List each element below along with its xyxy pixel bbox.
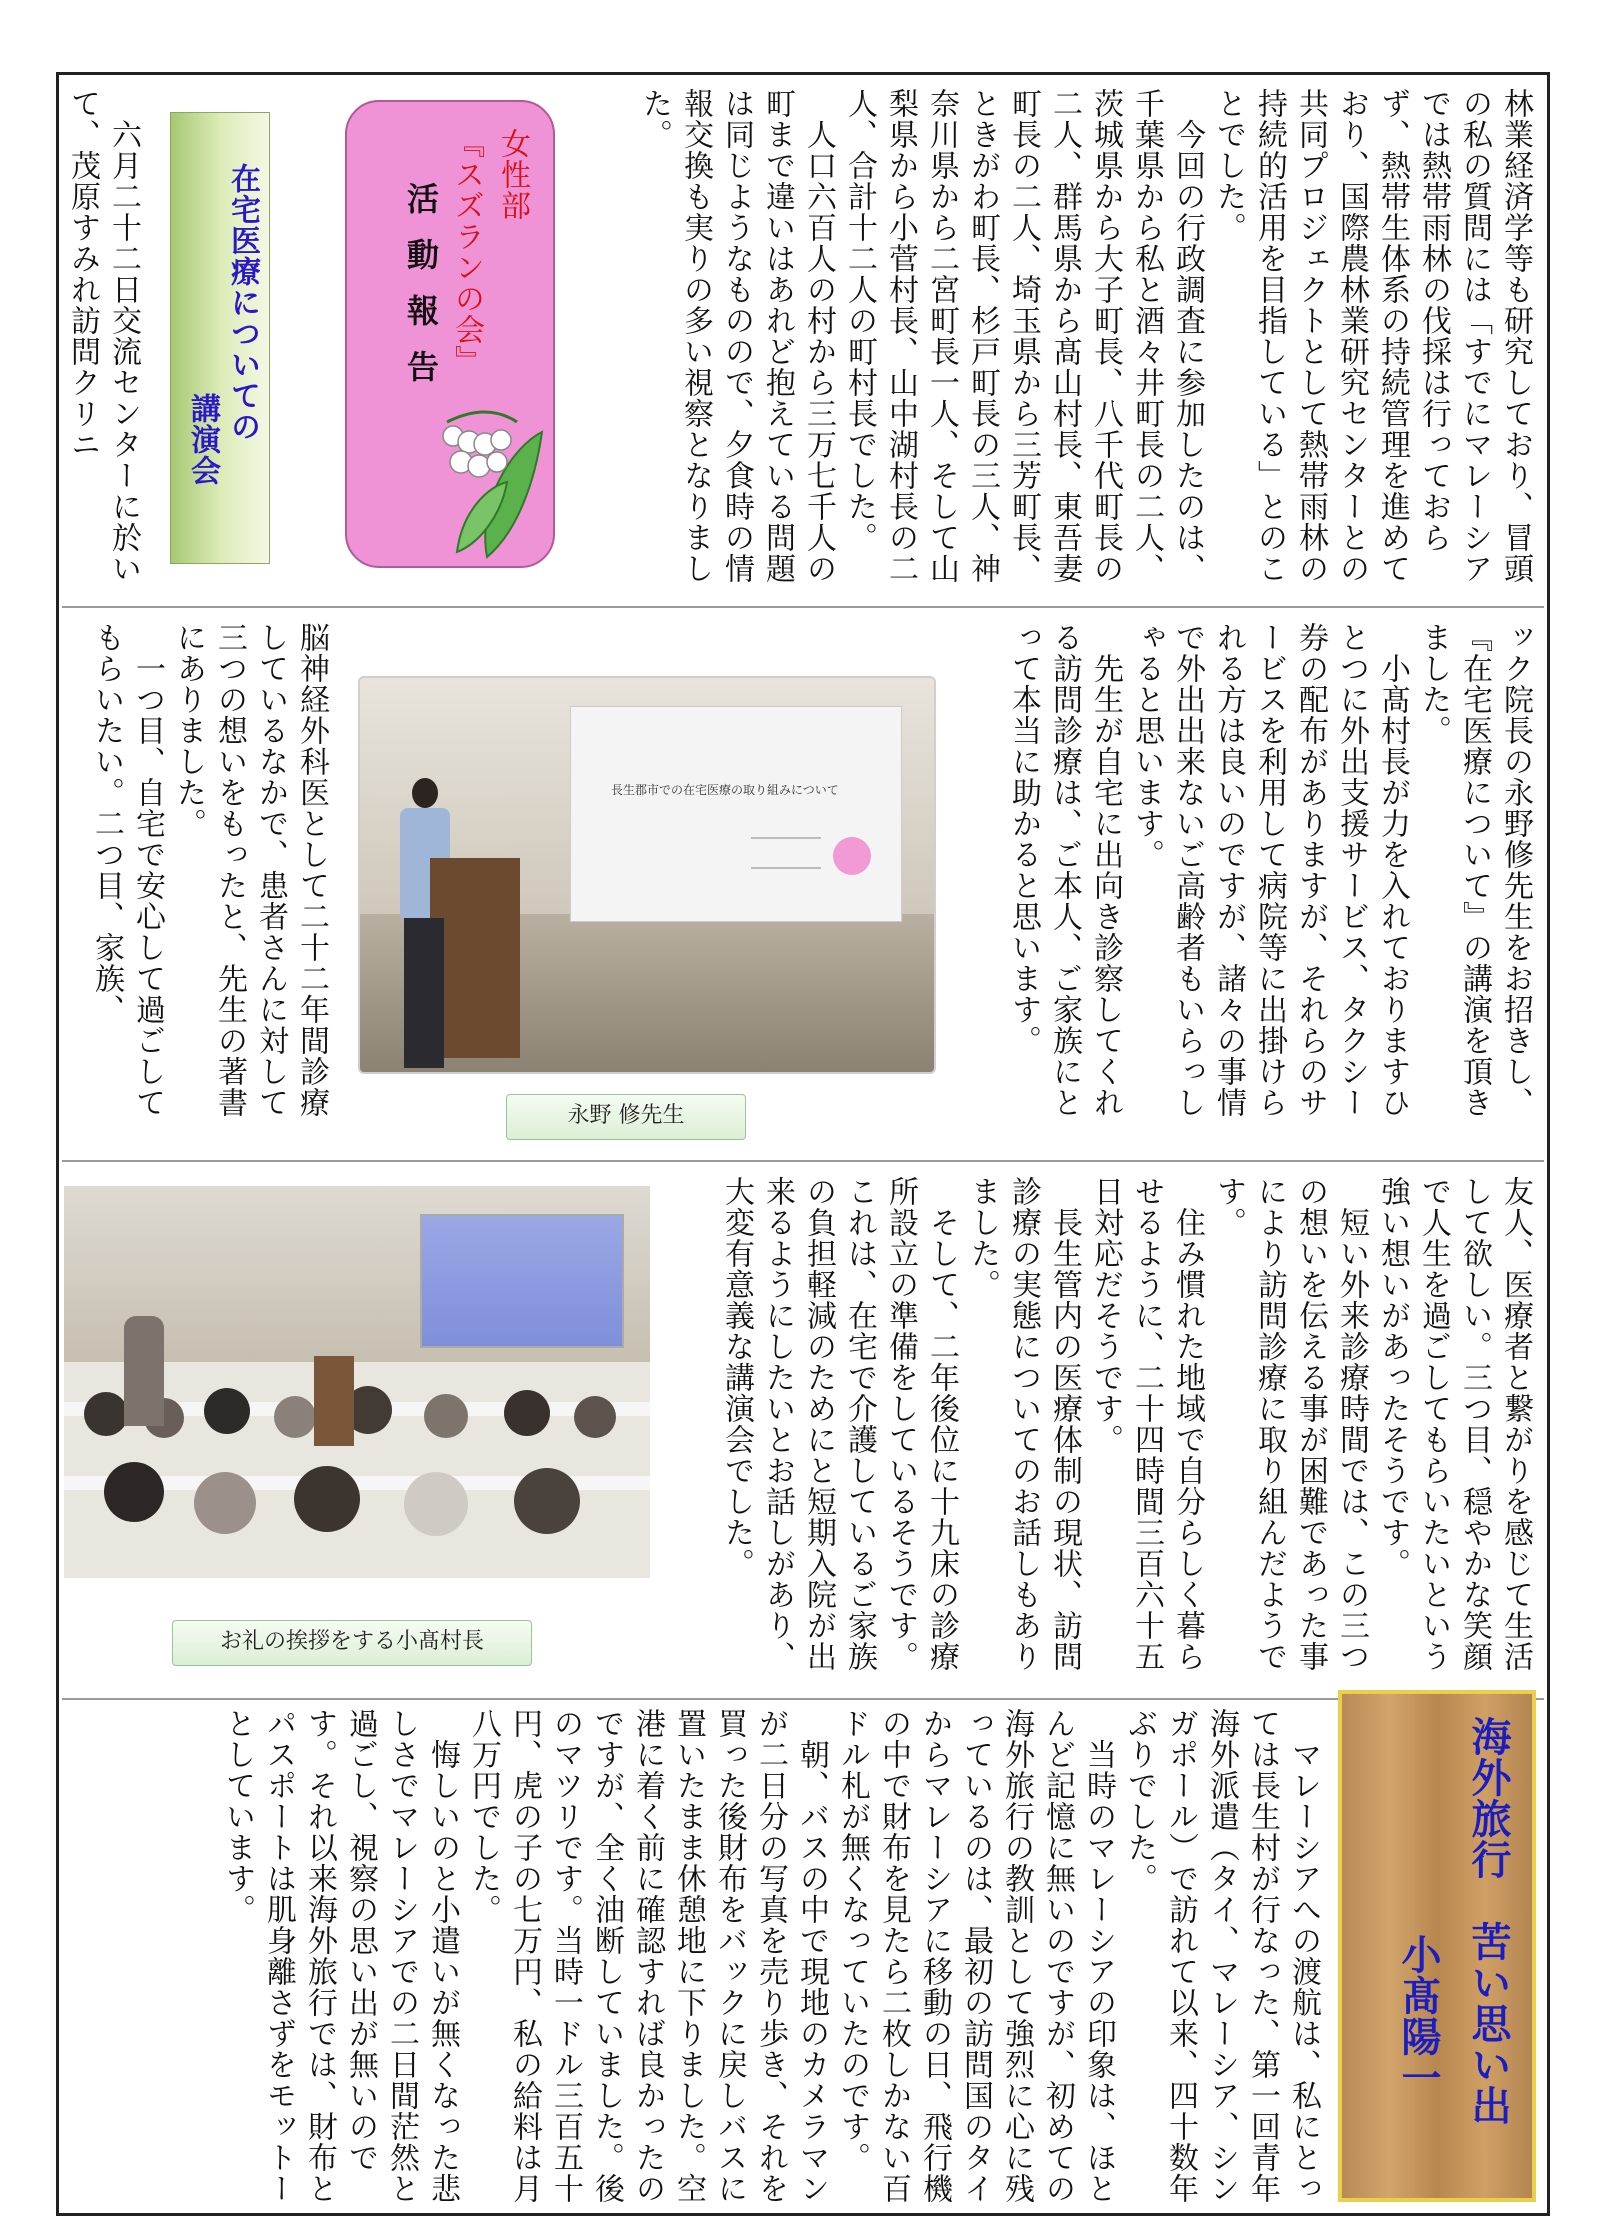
top-article-column: 林業経済学等も研究しており、冒頭の私の質問には「すでにマレーシアでは熱帯雨林の伐採は行っておらず、熱帯生体系の持続管理を進めており、国際農林業研究センターとの共同プロジェクトとして熱帯雨林の持続的活用を目指している」とのことでした。 今回の行政調査に参加したのは、千葉県から私と酒々井町長の二人、茨城県から大子町長、八千代町長の二人、群馬県から髙山村長、東吾妻町長の二人、埼玉県から三芳町長、ときがわ町長、杉戸町長の三人、神奈川県から二宮町長一人、そして山梨県から小菅村長、山中湖村長の二人、合計十二人の町村長でした。 人口六百人の村から三万七千人の町まで違いはあれど抱えている問題は同じようなものので、夕食時の情報交換も実りの多い視察となりました。 [637,88,1533,584]
lecture-heading-line1: 在宅医療についての [225,163,260,442]
travel-heading-box [1338,1690,1536,2202]
travel-heading-author: 小髙陽一 [1395,1934,1441,2098]
badge-title-report: 活動報告 [402,182,440,406]
audience-photo [64,1186,650,1578]
middle-side-text: 脳神経外科医として二十二年間診療しているなかで、患者さんに対して三つの想いをもったと、先生の著書にありました。 一つ目、自宅で安心して過ごしてもらいたい。二つ目、家族、 [89,622,329,1118]
lily-of-the-valley-icon [417,392,547,562]
lower-article-column: 友人、医療者と繋がりを感じて生活して欲しい。三つ目、穏やかな笑顔で人生を過ごしてもらいたいという強い想いがあったそうです。 短い外来診療時間では、この三つの想いを伝える事が困難であった事により訪問診療に取り組んだようです。 住み慣れた地域で自分らしく暮らせるように、二十四時間三百六十五日対応だそうです。 長生管内の医療体制の現状、訪問診療の実態についてのお話しもありました。 そして、二年後位に十九床の診療所設立の準備をしているそうです。これは、在宅で介護しているご家族の負担軽減のためにと短期入院が出来るようにしたいとお話しがあり、大変有意義な講演会でした。 [719,1176,1533,1672]
section-divider-2 [62,1160,1544,1162]
speaker-at-front [124,1316,164,1426]
projector-screen [570,706,902,922]
audience-photo-caption: お礼の挨拶をする小髙村長 [172,1620,532,1666]
speaker-legs [404,918,444,1068]
badge-title-women: 女性部 [495,128,530,221]
front-lectern [314,1356,354,1446]
womens-division-badge [345,100,555,568]
lecture-intro-text: 六月二十二日交流センターに於いて、茂原すみれ訪問クリニ [65,88,141,584]
badge-title-suzuran: 『スズランの会』 [449,128,484,376]
section-divider-3 [62,1698,1544,1700]
lecture-heading-line2: 講演会 [185,393,220,486]
section-divider-1 [62,606,1544,608]
middle-article-column: ック院長の永野修先生をお招きし、『在宅医療について』の講演を頂きました。 小髙村長が力を入れておりますひとつに外出支援サービス、タクシー券の配布がありますが、それらのサービスを利用して病院等に出掛けられる方は良いのですが、諸々の事情で外出出来ないご高齢者もいらっしゃると思います。 先生が自宅に出向き診察してくれる訪問診療は、ご本人、ご家族にとって本当に助かると思います。 [1006,622,1533,1118]
lecture-heading-box [170,112,270,564]
speaker-photo-caption: 永野 修先生 [506,1094,746,1140]
speaker-photo [358,676,936,1074]
travel-article-column: マレーシアへの渡航は、私にとっては長生村が行なった、第一回青年海外派遣（タイ、マレーシア、シンガポール）で訪れて以来、四十数年ぶりでした。 当時のマレーシアの印象は、ほとんど記憶に無いのですが、初めての海外旅行の教訓として強烈に心に残っているのは、最初の訪問国のタイからマレーシアに移動の日、飛行機の中で財布を見たら二枚しかない百ドル札が無くなっていたのです。 朝、バスの中で現地のカメラマンが二日分の写真を売り歩き、それを買った後財布をバックに戻しバスに置いたまま休憩地に下りました。空港に着く前に確認すれば良かったのですが、全く油断していました。後のマツリです。当時一ドル三百五十円、虎の子の七万円、私の給料は月八万円でした。 悔しいのと小遣いが無くなった悲しさでマレーシアでの二日間茫然と過ごし、視察の思い出が無いのです。それ以来海外旅行では、財布とパスポートは肌身離さずをモットーとしています。 [220,1708,1321,2204]
travel-heading-title: 海外旅行 苦い思い出 [1465,1716,1511,2126]
slide-title: 長生郡市での在宅医療の取り組みについて [611,783,839,797]
hall-screen [420,1214,624,1348]
